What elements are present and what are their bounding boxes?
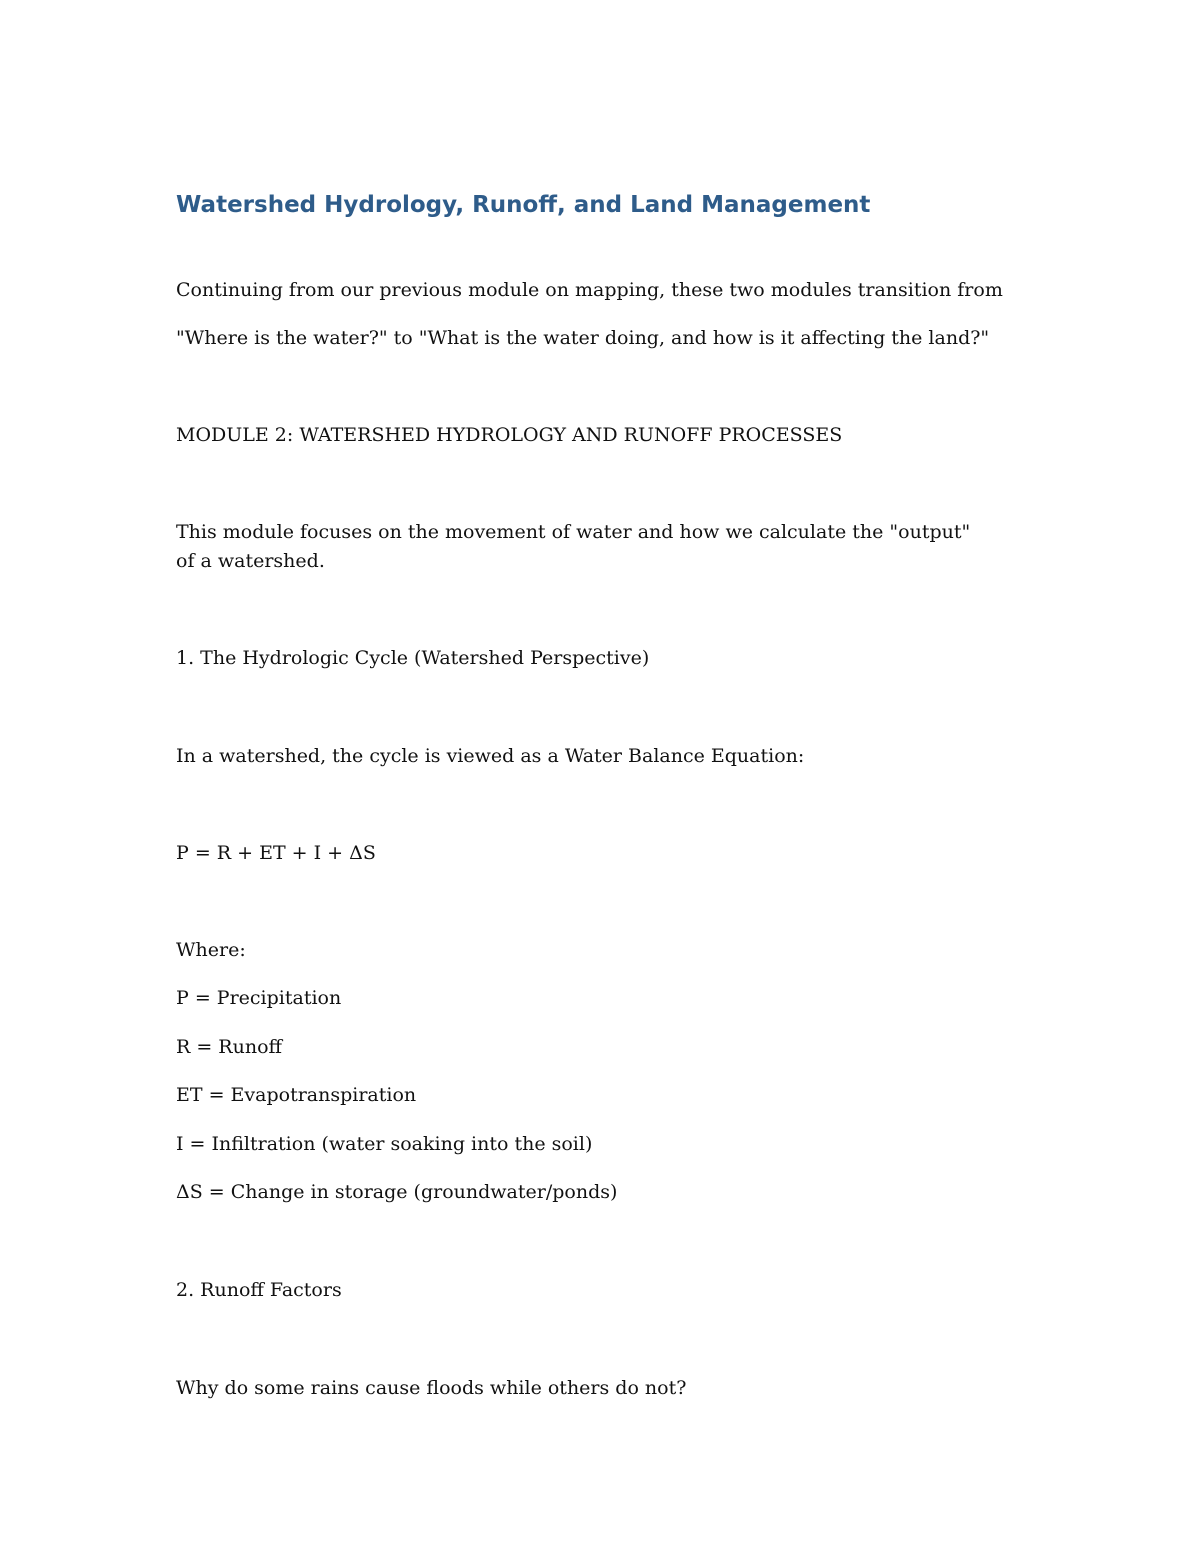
definition-item: ET = Evapotranspiration: [176, 1084, 417, 1106]
intro-paragraph-line-1: Continuing from our previous module on mapping, these two modules transition from: [176, 279, 1003, 301]
definition-item: R = Runoff: [176, 1036, 283, 1058]
section-1-heading: 1. The Hydrologic Cycle (Watershed Perspective): [176, 647, 650, 669]
water-balance-equation: P = R + ET + I + ΔS: [176, 842, 376, 864]
section-1-text: In a watershed, the cycle is viewed as a Water Balance Equation:: [176, 745, 805, 767]
document-title: Watershed Hydrology, Runoff, and Land Management: [176, 192, 871, 218]
intro-paragraph-line-2: "Where is the water?" to "What is the water doing, and how is it affecting the land?": [176, 327, 990, 349]
module-heading: MODULE 2: WATERSHED HYDROLOGY AND RUNOFF PROCESSES: [176, 424, 843, 446]
module-description: This module focuses on the movement of water and how we calculate the "output" of a watershed.: [176, 521, 971, 572]
definition-item: P = Precipitation: [176, 987, 342, 1009]
definition-item: ΔS = Change in storage (groundwater/ponds): [176, 1181, 618, 1203]
section-2-question: Why do some rains cause floods while others do not?: [176, 1377, 687, 1399]
section-2-heading: 2. Runoff Factors: [176, 1279, 342, 1301]
where-label: Where:: [176, 939, 246, 961]
definition-item: I = Infiltration (water soaking into the soil): [176, 1133, 593, 1155]
